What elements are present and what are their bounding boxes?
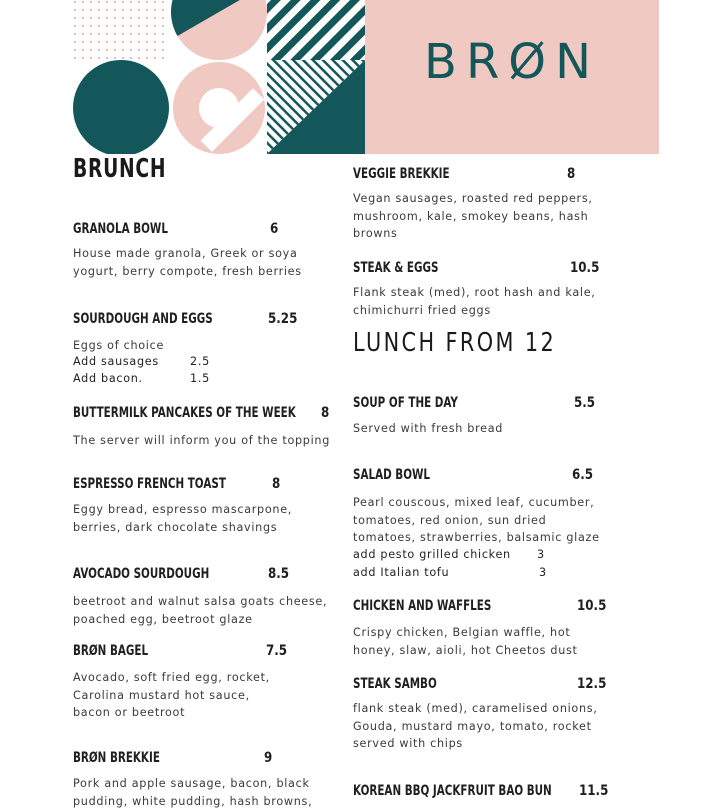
menu-item-desc: Flank steak (med), root hash and kale, chimichurri fried eggs	[353, 286, 596, 317]
menu-item-desc: Eggs of choice	[73, 339, 165, 352]
addon-price: 3	[539, 566, 547, 579]
menu-item-desc: beetroot and walnut salsa goats cheese, poached egg, beetroot glaze	[73, 595, 328, 626]
menu-item-price: 8	[567, 166, 576, 182]
menu-item-name: SALAD BOWL	[353, 467, 431, 483]
addon-price: 2.5	[190, 355, 210, 368]
menu-item-price: 7.5	[266, 643, 288, 659]
menu-item-price: 12.5	[577, 676, 607, 692]
menu-item-name: SOURDOUGH AND EGGS	[73, 311, 213, 327]
addon-label: add Italian tofu	[353, 566, 450, 579]
menu-item-desc: House made granola, Greek or soya yogurt, berry compote, fresh berries	[73, 247, 302, 278]
menu-header	[73, 0, 659, 154]
menu-item-name: VEGGIE BREKKIE	[353, 166, 450, 182]
menu-item-desc: The server will inform you of the topping	[73, 434, 331, 447]
menu-item-name: STEAK & EGGS	[353, 260, 439, 276]
menu-item-desc: Crispy chicken, Belgian waffle, hot honey, slaw, aioli, hot Cheetos dust	[353, 626, 578, 657]
dot-grid	[73, 0, 169, 60]
menu-item-price: 8	[321, 405, 330, 421]
menu-item-name: KOREAN BBQ JACKFRUIT BAO BUN	[353, 783, 552, 799]
menu-item-price: 10.5	[577, 598, 607, 614]
striped-block	[267, 0, 365, 60]
menu-item-desc: Pork and apple sausage, bacon, black pudding, white pudding, hash browns,	[73, 777, 313, 808]
menu-item-desc: flank steak (med), caramelised onions, Gouda, mustard mayo, tomato, rocket served with chips	[353, 702, 598, 750]
menu-item-price: 5.25	[268, 311, 298, 327]
menu-item-price: 6	[270, 221, 279, 237]
menu-item-desc: Vegan sausages, roasted red peppers, mushroom, kale, smokey beans, hash browns	[353, 192, 593, 240]
menu-item-price: 8	[272, 476, 281, 492]
menu-item-name: ESPRESSO FRENCH TOAST	[73, 476, 226, 492]
menu-item-name: BRØN BREKKIE	[73, 750, 160, 766]
teal-circle	[73, 60, 169, 154]
addon-price: 1.5	[190, 372, 210, 385]
addon-label: Add bacon.	[73, 372, 143, 385]
menu-item-price: 10.5	[570, 260, 600, 276]
menu-item-name: GRANOLA BOWL	[73, 221, 168, 237]
menu-item-price: 5.5	[574, 395, 596, 411]
addon-label: add pesto grilled chicken	[353, 548, 511, 561]
brand-panel	[365, 0, 659, 154]
menu-item-name: SOUP OF THE DAY	[353, 395, 458, 411]
section-title-lunch: LUNCH FROM 12	[353, 328, 557, 358]
addon-label: Add sausages	[73, 355, 159, 368]
menu-item-desc: Eggy bread, espresso mascarpone, berries, dark chocolate shavings	[73, 503, 293, 534]
menu-item-name: BRØN BAGEL	[73, 643, 149, 659]
geometric-pattern	[73, 0, 365, 154]
menu-item-name: STEAK SAMBO	[353, 676, 437, 692]
menu-item-price: 9	[264, 750, 273, 766]
menu-item-name: CHICKEN AND WAFFLES	[353, 598, 492, 614]
menu-item-desc: Served with fresh bread	[353, 422, 504, 435]
menu-item-name: AVOCADO SOURDOUGH	[73, 566, 210, 582]
menu-item-price: 8.5	[268, 566, 290, 582]
brand-logo: BRØN	[424, 34, 600, 90]
addon-price: 3	[537, 548, 545, 561]
section-title-brunch: BRUNCH	[73, 154, 167, 184]
menu-item-desc: Avocado, soft fried egg, rocket, Carolina mustard hot sauce, bacon or beetroot	[73, 671, 270, 719]
menu-item-price: 11.5	[579, 783, 609, 799]
menu-item-name: BUTTERMILK PANCAKES OF THE WEEK	[73, 405, 296, 421]
menu-item-desc: Pearl couscous, mixed leaf, cucumber, tomatoes, red onion, sun dried tomatoes, strawberries, balsamic glaze	[353, 496, 600, 544]
menu-item-price: 6.5	[572, 467, 594, 483]
